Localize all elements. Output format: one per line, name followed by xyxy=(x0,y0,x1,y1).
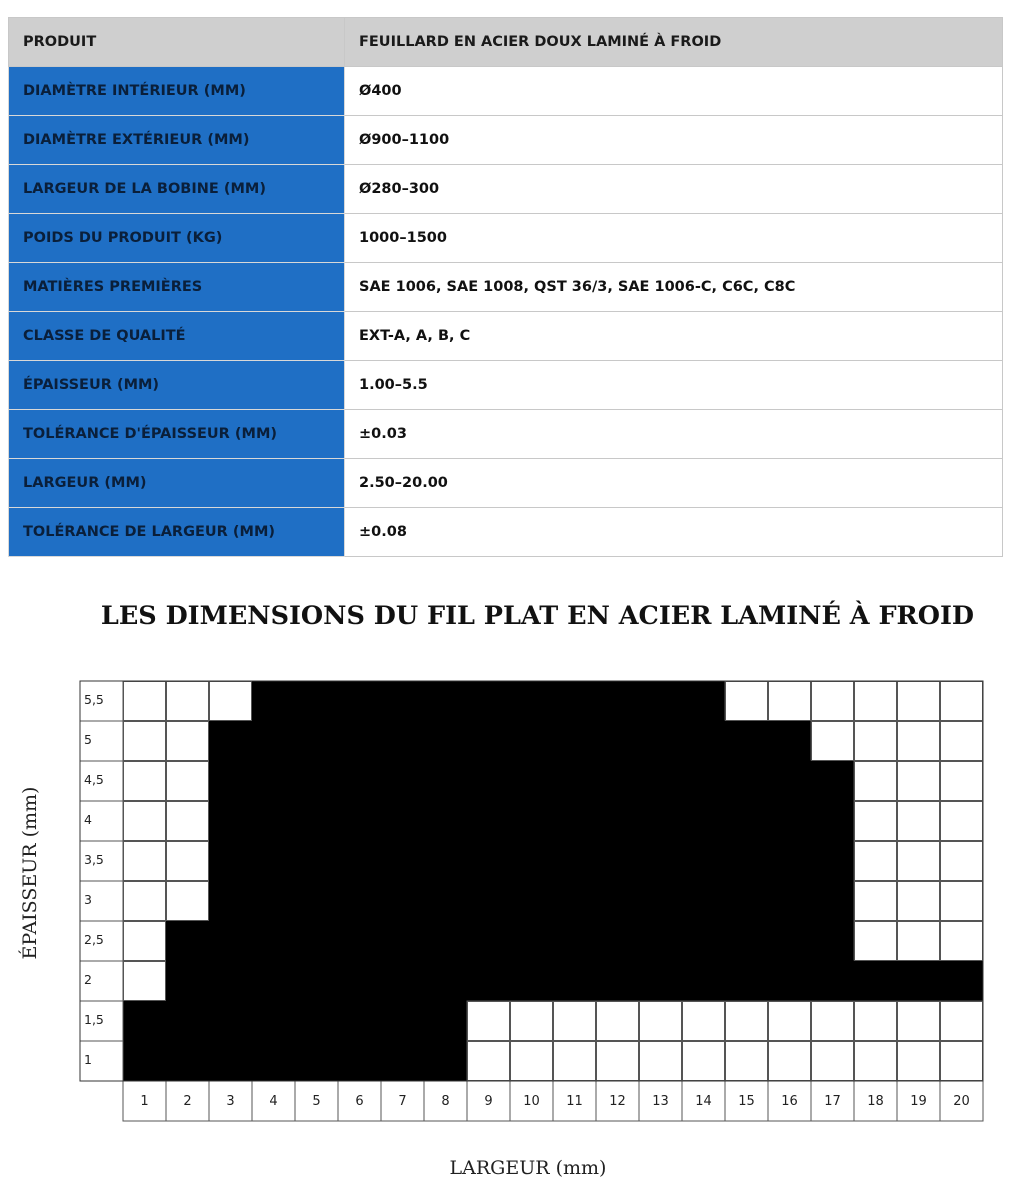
y-tick-label: 4,5 xyxy=(84,772,104,787)
chart-cell-filled xyxy=(252,881,295,921)
row-label-cell: DIAMÈTRE EXTÉRIEUR (MM) xyxy=(9,116,345,165)
header-label-cell: PRODUIT xyxy=(9,18,345,67)
chart-cell-filled xyxy=(811,961,854,1001)
chart-cell-empty xyxy=(897,921,940,961)
chart-cell-filled xyxy=(252,681,295,721)
x-tick-label: 16 xyxy=(781,1094,798,1109)
row-label-cell: MATIÈRES PREMIÈRES xyxy=(9,263,345,312)
chart-cell-empty xyxy=(811,681,854,721)
chart-cell-filled xyxy=(295,761,338,801)
chart-cell-filled xyxy=(424,801,467,841)
chart-cell-filled xyxy=(682,841,725,881)
chart-cell-filled xyxy=(252,841,295,881)
chart-cell-empty xyxy=(682,1041,725,1081)
chart-cell-filled xyxy=(424,681,467,721)
chart-cell-filled xyxy=(467,881,510,921)
y-tick-label: 2 xyxy=(84,972,92,987)
chart-cell-filled xyxy=(166,961,209,1001)
chart-cell-empty xyxy=(897,761,940,801)
chart-cell-filled xyxy=(768,721,811,761)
chart-cell-filled xyxy=(811,761,854,801)
x-tick-label: 6 xyxy=(355,1094,364,1109)
chart-cell-filled xyxy=(381,881,424,921)
chart-cell-empty xyxy=(854,1041,897,1081)
x-tick-label: 10 xyxy=(523,1094,540,1109)
chart-cell-empty xyxy=(897,1001,940,1041)
chart-cell-filled xyxy=(725,881,768,921)
y-tick-label: 1,5 xyxy=(84,1012,104,1027)
chart-cell-filled xyxy=(295,881,338,921)
chart-cell-filled xyxy=(596,681,639,721)
chart-cell-filled xyxy=(424,1001,467,1041)
chart-cell-filled xyxy=(768,881,811,921)
chart-cell-empty xyxy=(123,841,166,881)
chart-cell-filled xyxy=(295,961,338,1001)
x-tick-label: 11 xyxy=(566,1094,583,1109)
chart-cell-filled xyxy=(295,921,338,961)
chart-cell-filled xyxy=(768,841,811,881)
chart-cell-empty xyxy=(639,1001,682,1041)
chart-cell-empty xyxy=(725,681,768,721)
chart-cell-filled xyxy=(682,721,725,761)
chart-cell-filled xyxy=(252,721,295,761)
chart-cell-empty xyxy=(166,801,209,841)
chart-cell-filled xyxy=(295,721,338,761)
chart-cell-empty xyxy=(854,681,897,721)
chart-cell-empty xyxy=(123,961,166,1001)
chart-cell-filled xyxy=(252,801,295,841)
chart-cell-empty xyxy=(897,721,940,761)
chart-cell-filled xyxy=(811,801,854,841)
chart-cell-filled xyxy=(338,961,381,1001)
chart-cell-empty xyxy=(467,1001,510,1041)
chart-cell-filled xyxy=(639,921,682,961)
chart-cell-empty xyxy=(467,1041,510,1081)
chart-cell-filled xyxy=(424,881,467,921)
chart-cell-filled xyxy=(811,921,854,961)
chart-cell-empty xyxy=(940,761,983,801)
y-axis-label: ÉPAISSEUR (mm) xyxy=(19,786,41,960)
chart-cell-empty xyxy=(854,721,897,761)
chart-cell-empty xyxy=(725,1001,768,1041)
chart-cell-empty xyxy=(897,841,940,881)
y-tick-label: 3,5 xyxy=(84,852,104,867)
x-tick-label: 9 xyxy=(484,1094,493,1109)
chart-cell-filled xyxy=(768,921,811,961)
chart-cell-filled xyxy=(553,761,596,801)
chart-cell-empty xyxy=(166,721,209,761)
chart-cell-filled xyxy=(123,1001,166,1041)
chart-cell-filled xyxy=(510,881,553,921)
chart-cell-filled xyxy=(252,1001,295,1041)
chart-cell-empty xyxy=(854,761,897,801)
chart-cell-filled xyxy=(682,801,725,841)
chart-cell-empty xyxy=(940,681,983,721)
chart-cell-empty xyxy=(639,1041,682,1081)
chart-cell-empty xyxy=(940,721,983,761)
chart-cell-empty xyxy=(854,921,897,961)
row-label-cell: TOLÉRANCE DE LARGEUR (MM) xyxy=(9,508,345,557)
chart-cell-filled xyxy=(940,961,983,1001)
chart-cell-filled xyxy=(381,961,424,1001)
chart-cell-filled xyxy=(596,961,639,1001)
chart-cell-filled xyxy=(209,801,252,841)
chart-cell-empty xyxy=(510,1041,553,1081)
chart-cell-filled xyxy=(424,961,467,1001)
chart-cell-filled xyxy=(424,921,467,961)
chart-cell-filled xyxy=(553,721,596,761)
row-value-cell: ±0.08 xyxy=(345,508,1003,557)
chart-cell-filled xyxy=(467,761,510,801)
chart-cell-filled xyxy=(510,961,553,1001)
row-label-cell: LARGEUR (MM) xyxy=(9,459,345,508)
chart-cell-empty xyxy=(123,801,166,841)
chart-cell-empty xyxy=(897,881,940,921)
y-tick-label: 5 xyxy=(84,732,92,747)
chart-cell-filled xyxy=(768,761,811,801)
chart-cell-empty xyxy=(940,1001,983,1041)
row-label-cell: CLASSE DE QUALITÉ xyxy=(9,312,345,361)
chart-cell-empty xyxy=(854,1001,897,1041)
chart-cell-empty xyxy=(897,1041,940,1081)
chart-cell-filled xyxy=(166,1041,209,1081)
chart-cell-filled xyxy=(639,841,682,881)
chart-cell-filled xyxy=(596,761,639,801)
chart-cell-empty xyxy=(768,1001,811,1041)
chart-cell-filled xyxy=(510,801,553,841)
chart-cell-filled xyxy=(209,721,252,761)
chart-cell-filled xyxy=(252,961,295,1001)
chart-cell-filled xyxy=(424,1041,467,1081)
row-label-cell: LARGEUR DE LA BOBINE (MM) xyxy=(9,165,345,214)
chart-cell-filled xyxy=(467,921,510,961)
chart-cell-filled xyxy=(510,681,553,721)
chart-cell-empty xyxy=(510,1001,553,1041)
chart-cell-empty xyxy=(123,881,166,921)
chart-cell-filled xyxy=(553,921,596,961)
chart-cell-filled xyxy=(209,961,252,1001)
chart-cell-filled xyxy=(553,801,596,841)
chart-cell-filled xyxy=(295,841,338,881)
chart-cell-empty xyxy=(897,681,940,721)
chart-cell-filled xyxy=(682,921,725,961)
chart-cell-filled xyxy=(338,801,381,841)
chart-cell-empty xyxy=(166,681,209,721)
row-value-cell: 1.00–5.5 xyxy=(345,361,1003,410)
chart-cell-empty xyxy=(123,721,166,761)
chart-cell-empty xyxy=(553,1041,596,1081)
row-label-cell: TOLÉRANCE D'ÉPAISSEUR (MM) xyxy=(9,410,345,459)
chart-cell-filled xyxy=(725,921,768,961)
chart-cell-filled xyxy=(252,921,295,961)
chart-cell-empty xyxy=(123,681,166,721)
x-tick-label: 15 xyxy=(738,1094,755,1109)
chart-cell-filled xyxy=(209,841,252,881)
chart-cell-filled xyxy=(467,801,510,841)
chart-cell-filled xyxy=(338,1001,381,1041)
chart-cell-filled xyxy=(467,721,510,761)
chart-cell-empty xyxy=(768,681,811,721)
y-tick-label: 5,5 xyxy=(84,692,104,707)
chart-cell-empty xyxy=(940,1041,983,1081)
x-tick-label: 5 xyxy=(312,1094,321,1109)
chart-cell-filled xyxy=(639,761,682,801)
chart-cell-filled xyxy=(424,761,467,801)
x-tick-label: 14 xyxy=(695,1094,712,1109)
chart-cell-filled xyxy=(338,841,381,881)
chart-cell-empty xyxy=(123,921,166,961)
chart-cell-empty xyxy=(682,1001,725,1041)
chart-cell-filled xyxy=(897,961,940,1001)
x-tick-label: 2 xyxy=(183,1094,192,1109)
chart-cell-empty xyxy=(596,1041,639,1081)
x-tick-label: 3 xyxy=(226,1094,235,1109)
chart-cell-filled xyxy=(209,761,252,801)
chart-cell-filled xyxy=(338,881,381,921)
chart-cell-filled xyxy=(639,961,682,1001)
x-tick-label: 13 xyxy=(652,1094,669,1109)
chart-cell-filled xyxy=(209,1041,252,1081)
chart-cell-filled xyxy=(381,761,424,801)
chart-cell-filled xyxy=(596,841,639,881)
chart-cell-filled xyxy=(209,881,252,921)
chart-cell-filled xyxy=(295,681,338,721)
chart-cell-filled xyxy=(682,881,725,921)
chart-cell-empty xyxy=(166,881,209,921)
chart-cell-filled xyxy=(295,801,338,841)
chart-cell-filled xyxy=(510,721,553,761)
x-tick-label: 8 xyxy=(441,1094,450,1109)
chart-cell-empty xyxy=(854,841,897,881)
chart-cell-empty xyxy=(209,681,252,721)
x-tick-label: 1 xyxy=(140,1094,149,1109)
chart-cell-empty xyxy=(166,761,209,801)
chart-cell-filled xyxy=(338,1041,381,1081)
chart-cell-filled xyxy=(725,721,768,761)
chart-cell-filled xyxy=(553,961,596,1001)
x-tick-label: 19 xyxy=(910,1094,927,1109)
chart-cell-empty xyxy=(940,841,983,881)
chart-cell-filled xyxy=(424,841,467,881)
chart-cell-filled xyxy=(596,921,639,961)
x-tick-label: 4 xyxy=(269,1094,278,1109)
chart-cell-filled xyxy=(639,721,682,761)
chart-cell-filled xyxy=(424,721,467,761)
row-value-cell: SAE 1006, SAE 1008, QST 36/3, SAE 1006-C, C6C, C8C xyxy=(345,263,1003,312)
chart-cell-filled xyxy=(166,921,209,961)
chart-cell-filled xyxy=(725,761,768,801)
chart-cell-empty xyxy=(166,841,209,881)
chart-cell-filled xyxy=(166,1001,209,1041)
chart-cell-filled xyxy=(725,801,768,841)
chart-cell-filled xyxy=(381,721,424,761)
chart-cell-filled xyxy=(553,841,596,881)
row-value-cell: 1000–1500 xyxy=(345,214,1003,263)
chart-cell-filled xyxy=(209,921,252,961)
chart-cell-filled xyxy=(467,681,510,721)
chart-cell-empty xyxy=(553,1001,596,1041)
chart-cell-filled xyxy=(381,681,424,721)
chart-cell-filled xyxy=(295,1041,338,1081)
y-tick-label: 3 xyxy=(84,892,92,907)
row-value-cell: Ø280–300 xyxy=(345,165,1003,214)
chart-cell-filled xyxy=(682,761,725,801)
row-label-cell: ÉPAISSEUR (MM) xyxy=(9,361,345,410)
row-label-cell: DIAMÈTRE INTÉRIEUR (MM) xyxy=(9,67,345,116)
y-tick-label: 2,5 xyxy=(84,932,104,947)
chart-cell-filled xyxy=(596,801,639,841)
x-tick-label: 18 xyxy=(867,1094,884,1109)
chart-cell-empty xyxy=(940,881,983,921)
row-value-cell: 2.50–20.00 xyxy=(345,459,1003,508)
row-value-cell: EXT-A, A, B, C xyxy=(345,312,1003,361)
chart-cell-filled xyxy=(295,1001,338,1041)
row-label-cell: POIDS DU PRODUIT (KG) xyxy=(9,214,345,263)
x-tick-label: 7 xyxy=(398,1094,407,1109)
chart-cell-filled xyxy=(639,881,682,921)
chart-cell-filled xyxy=(252,1041,295,1081)
y-tick-label: 4 xyxy=(84,812,92,827)
chart-cell-empty xyxy=(854,881,897,921)
x-tick-label: 20 xyxy=(953,1094,970,1109)
chart-cell-empty xyxy=(940,801,983,841)
chart-cell-filled xyxy=(682,961,725,1001)
chart-cell-filled xyxy=(209,1001,252,1041)
chart-cell-empty xyxy=(811,721,854,761)
x-axis-label: LARGEUR (mm) xyxy=(449,1157,607,1179)
chart-cell-empty xyxy=(596,1001,639,1041)
chart-cell-filled xyxy=(725,841,768,881)
x-tick-label: 12 xyxy=(609,1094,626,1109)
chart-cell-filled xyxy=(123,1041,166,1081)
chart-cell-filled xyxy=(381,921,424,961)
chart-cell-filled xyxy=(553,681,596,721)
chart-cell-filled xyxy=(854,961,897,1001)
chart-cell-filled xyxy=(811,841,854,881)
x-tick-label: 17 xyxy=(824,1094,841,1109)
chart-cell-empty xyxy=(897,801,940,841)
y-tick-label: 1 xyxy=(84,1052,92,1067)
chart-cell-filled xyxy=(768,801,811,841)
chart-title: LES DIMENSIONS DU FIL PLAT EN ACIER LAMINÉ À FROID xyxy=(100,601,974,631)
chart-cell-filled xyxy=(381,1001,424,1041)
chart-cell-filled xyxy=(682,681,725,721)
chart-cell-filled xyxy=(596,881,639,921)
chart-cell-empty xyxy=(854,801,897,841)
chart-cell-filled xyxy=(553,881,596,921)
row-value-cell: ±0.03 xyxy=(345,410,1003,459)
chart-cell-filled xyxy=(811,881,854,921)
row-value-cell: Ø400 xyxy=(345,67,1003,116)
chart-cell-filled xyxy=(381,841,424,881)
chart-cell-filled xyxy=(639,801,682,841)
chart-cell-empty xyxy=(123,761,166,801)
chart-cell-empty xyxy=(940,921,983,961)
chart-cell-filled xyxy=(381,1041,424,1081)
chart-cell-filled xyxy=(338,721,381,761)
chart-cell-filled xyxy=(596,721,639,761)
chart-cell-filled xyxy=(467,841,510,881)
chart-cell-empty xyxy=(811,1001,854,1041)
chart-cell-filled xyxy=(510,761,553,801)
chart-cell-empty xyxy=(811,1041,854,1081)
chart-cell-empty xyxy=(768,1041,811,1081)
chart-cell-filled xyxy=(381,801,424,841)
row-value-cell: Ø900–1100 xyxy=(345,116,1003,165)
chart-cell-filled xyxy=(338,761,381,801)
chart-cell-filled xyxy=(768,961,811,1001)
chart-cell-filled xyxy=(510,841,553,881)
header-value-cell: FEUILLARD EN ACIER DOUX LAMINÉ À FROID xyxy=(345,18,1003,67)
chart-cell-filled xyxy=(725,961,768,1001)
chart-cell-empty xyxy=(725,1041,768,1081)
chart-cell-filled xyxy=(338,921,381,961)
chart-cell-filled xyxy=(252,761,295,801)
chart-cell-filled xyxy=(338,681,381,721)
chart-cell-filled xyxy=(467,961,510,1001)
chart-cell-filled xyxy=(510,921,553,961)
chart-cell-filled xyxy=(639,681,682,721)
